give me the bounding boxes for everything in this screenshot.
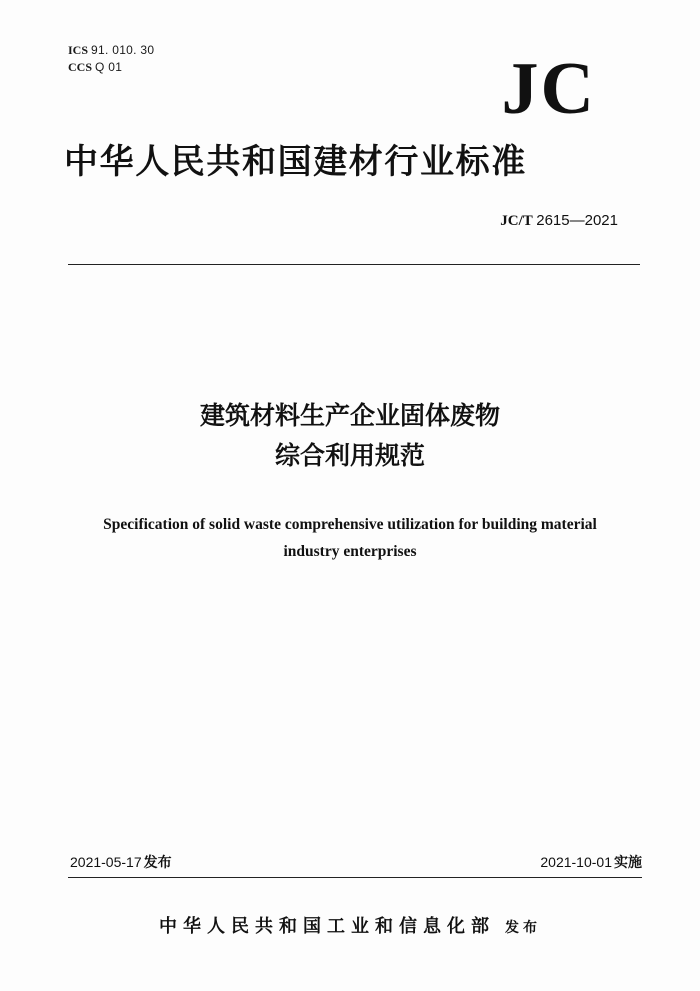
- classification-codes: [68, 42, 154, 76]
- top-divider: [68, 264, 640, 265]
- ics-label: ICS: [68, 43, 89, 57]
- standard-number: [500, 212, 618, 230]
- chinese-title-line-2: 综合利用规范: [274, 441, 425, 470]
- issue-date-block: [70, 852, 172, 872]
- chinese-title: [0, 396, 700, 476]
- ccs-label: CCS: [68, 60, 93, 74]
- date-row: [70, 852, 642, 876]
- issue-date: 2021-05-17: [70, 854, 142, 870]
- implement-date-block: [540, 852, 642, 872]
- ccs-code: Q 01: [95, 60, 123, 74]
- english-title-line-2: industry enterprises: [283, 543, 417, 560]
- publisher-action: 发布: [505, 920, 541, 936]
- ics-code: 91. 010. 30: [91, 43, 155, 57]
- english-title-line-1: Specification of solid waste comprehensive utilization for building material: [103, 516, 597, 533]
- ccs-line: [68, 59, 154, 76]
- standard-category-title: 中华人民共和国建材行业标准: [64, 142, 527, 182]
- publisher-name: 中华人民共和国工业和信息化部: [159, 916, 495, 937]
- standard-number-value: 2615—2021: [536, 212, 618, 229]
- jc-logo: JC: [501, 48, 596, 130]
- ics-line: [68, 42, 154, 59]
- implement-date: 2021-10-01: [540, 854, 612, 870]
- bottom-divider: [68, 877, 642, 878]
- publisher-row: [0, 912, 700, 938]
- chinese-title-line-1: 建筑材料生产企业固体废物: [199, 401, 500, 430]
- english-title: [0, 511, 700, 565]
- standard-number-prefix: JC/T: [500, 213, 533, 229]
- implement-label: 实施: [614, 855, 642, 871]
- issue-label: 发布: [143, 855, 172, 871]
